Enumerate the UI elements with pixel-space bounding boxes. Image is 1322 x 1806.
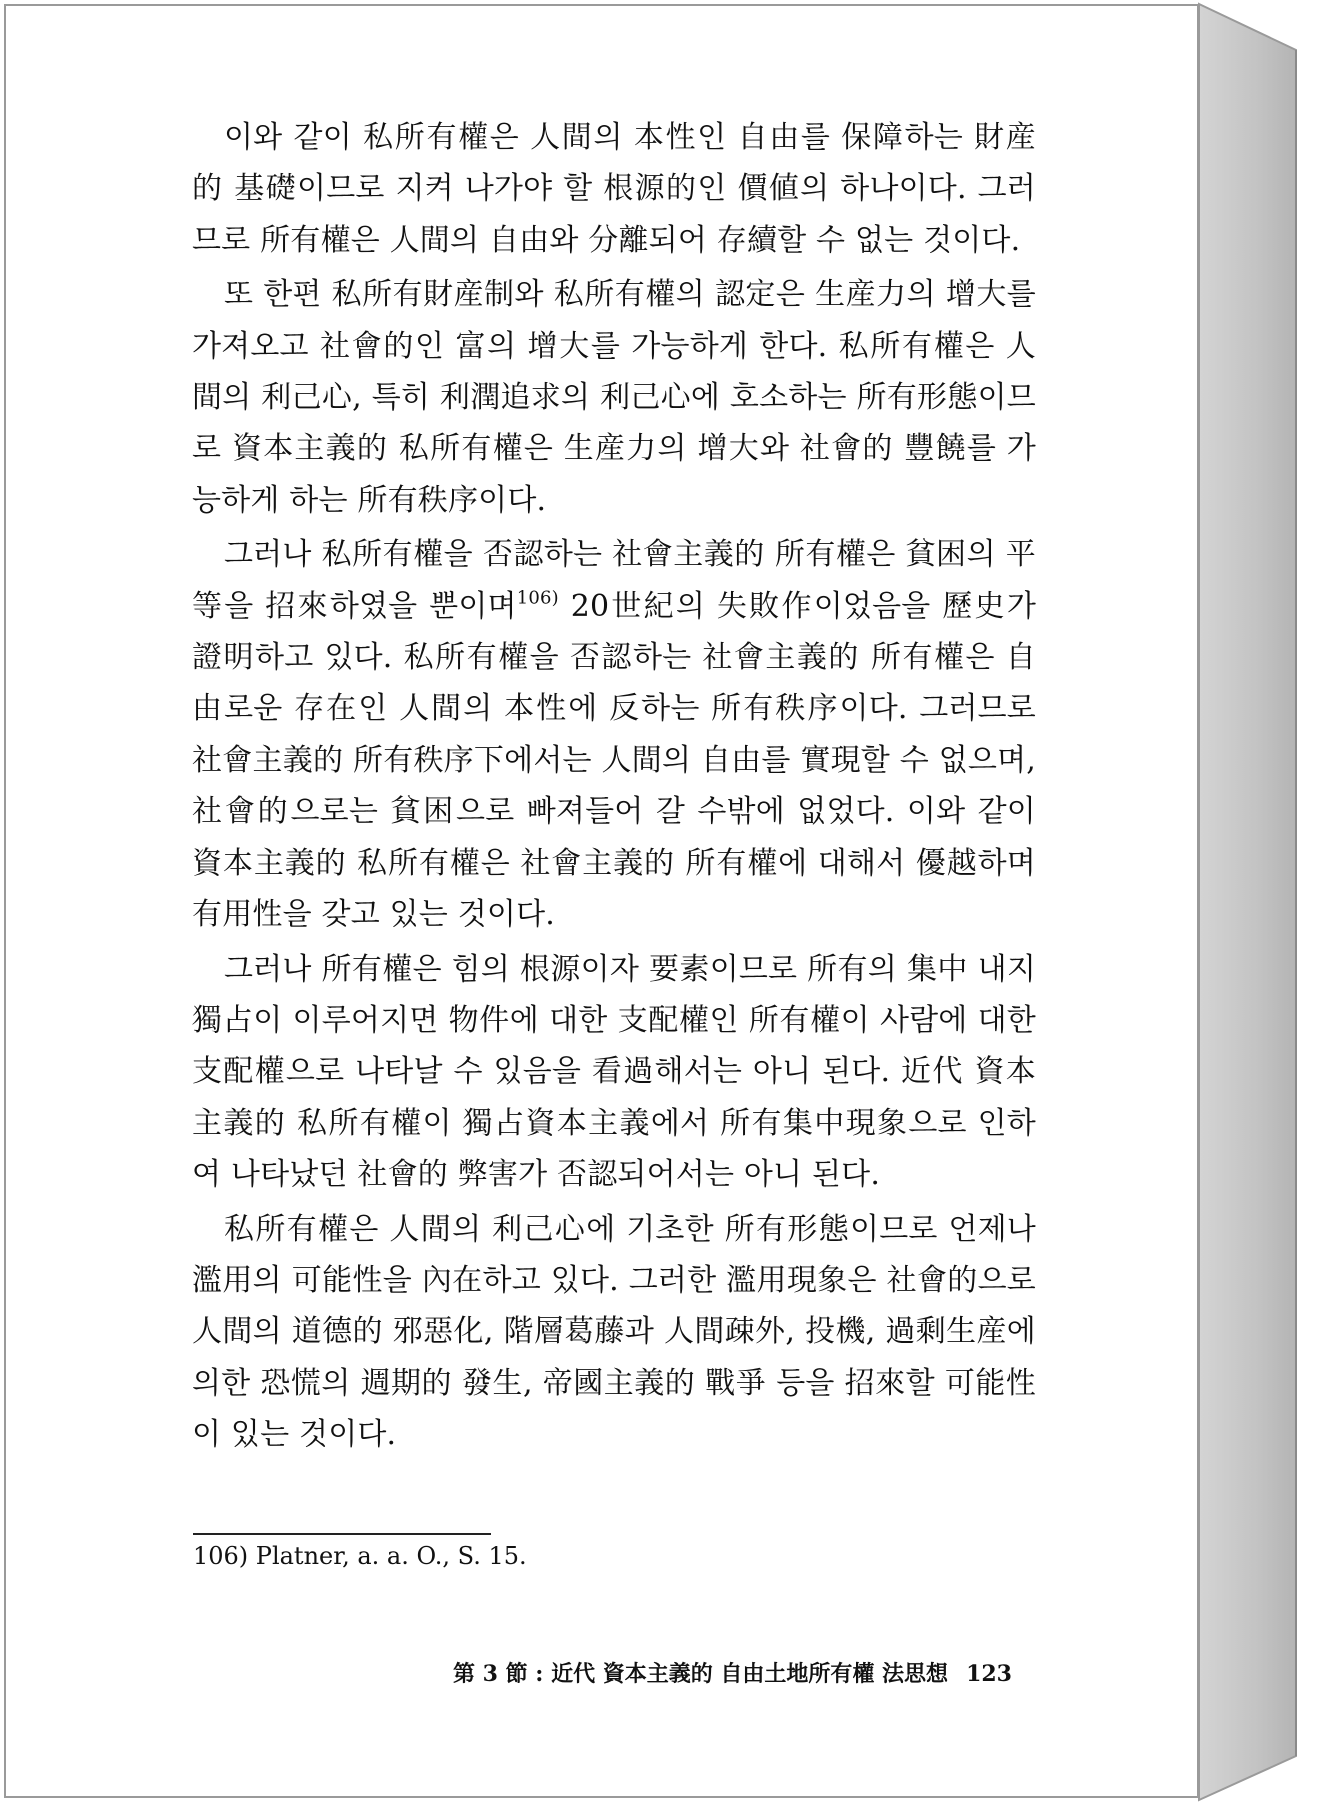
paragraph-3-text-after: 20世紀의 失敗作이었음을 歷史가 證明하고 있다. 私所有權을 否認하는 社會主義的 所有權은 自由로운 存在인 人間의 本性에 反하는 所有秩序이다. 그러므로 社會主義的 所有秩序下에서는 人間의 自由를 實現할 수 없으며, 社會的으로는 貧困으로 빠져들어 갈 수밖에 없었다. 이와 같이 資本主義的 私所有權은 社會主義的 所有權에 대해서 優越하며 有用性을 갖고 있는 것이다. [192,588,1036,933]
paragraph-3-text-before: 그러나 私所有權을 否認하는 社會主義的 所有權은 貧困의 平等을 招來하였을 뿐이며 [192,537,1036,624]
footnote-reference: 106) [516,587,559,609]
paragraph-5: 私所有權은 人間의 利己心에 기초한 所有形態이므로 언제나 濫用의 可能性을 內在하고 있다. 그러한 濫用現象은 社會的으로 人間의 道德的 邪惡化, 階層葛藤과 人間疎外, 投機, 過剩生産에 의한 恐慌의 週期的 發生, 帝國主義的 戰爭 등을 招來할 可能性이 있는 것이다. [192,1211,1036,1453]
paragraph-4: 그러나 所有權은 힘의 根源이자 要素이므로 所有의 集中 내지 獨占이 이루어지면 物件에 대한 支配權인 所有權이 사람에 대한 支配權으로 나타날 수 있음을 看過해서는 아니 된다. 近代 資本主義的 私所有權이 獨占資本主義에서 所有集中現象으로 인하여 나타났던 社會的 弊害가 否認되어서는 아니 된다. [192,951,1036,1193]
running-footer [440,1656,1012,1692]
paragraph-1: 이와 같이 私所有權은 人間의 本性인 自由를 保障하는 財産的 基礎이므로 지켜 나가야 할 根源的인 價値의 하나이다. 그러므로 所有權은 人間의 自由와 分離되어 存續할 수 없는 것이다. [192,120,1036,258]
footnote-divider [193,1533,491,1535]
footnote: 106) Platner, a. a. O., S. 15. [193,1542,527,1570]
paragraph-3 [192,529,1036,940]
page-number: 123 [966,1661,1012,1687]
running-title: 第 3 節 : 近代 資本主義的 自由土地所有權 法思想 [453,1661,949,1687]
paragraph-2: 또 한편 私所有財産制와 私所有權의 認定은 生産力의 增大를 가져오고 社會的인 富의 增大를 가능하게 한다. 私所有權은 人間의 利己心, 특히 利潤追求의 利己心에 호소하는 所有形態이므로 資本主義的 私所有權은 生産力의 增大와 社會的 豐饒를 가능하게 하는 所有秩序이다. [192,277,1036,518]
body-text [192,112,1036,1461]
